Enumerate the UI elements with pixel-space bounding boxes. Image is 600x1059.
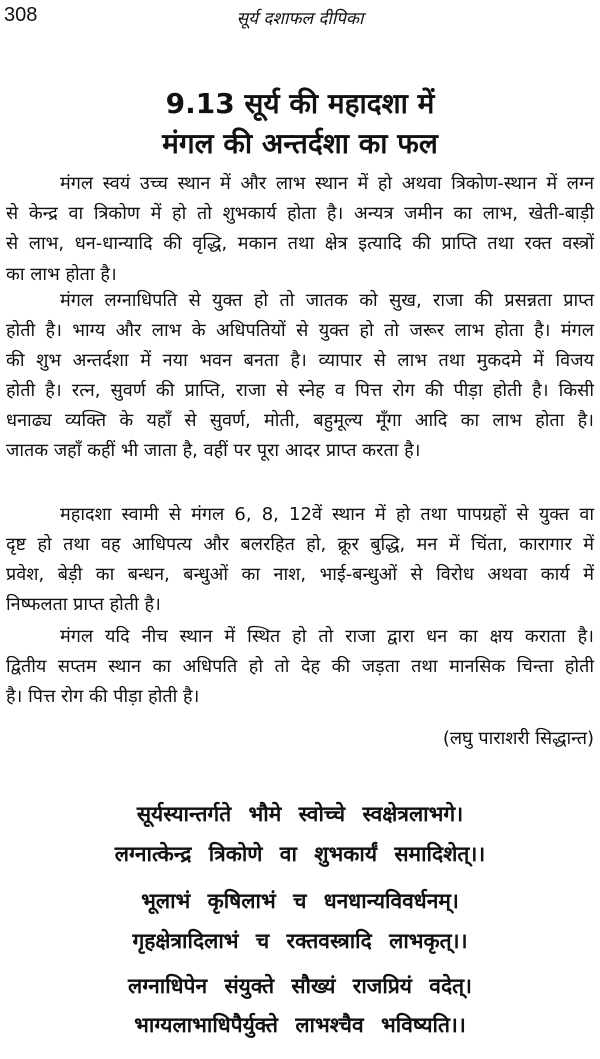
paragraph-line: द्वितीय सप्तम स्थान का अधिपति हो तो देह की जड़ता तथा मानसिक चिन्ता होती bbox=[6, 656, 594, 677]
paragraph-line: जातक जहाँ कहीं भी जाता है, वहीं पर पूरा आदर प्राप्त करता है। bbox=[6, 440, 421, 461]
paragraph-line: दृष्ट हो तथा वह आधिपत्य और बलरहित हो, क्रूर बुद्धि, मन में चिंता, कारागार में bbox=[6, 534, 594, 555]
verse-line: भाग्यलाभाधिपैर्युक्ते लाभश्चैव भविष्यति।। bbox=[134, 1013, 466, 1037]
paragraph-line: होती है। भाग्य और लाभ के अधिपतियों से युक्त हो तो जरूर लाभ होता है। मंगल bbox=[6, 320, 594, 341]
paragraph-line: होती है। रत्न, सुवर्ण की प्राप्ति, राजा से स्नेह व पित्त रोग की पीड़ा होती है। किसी bbox=[6, 380, 594, 401]
paragraph-line: निष्फलता प्राप्त होती है। bbox=[6, 594, 161, 615]
page-number: 308 bbox=[4, 4, 38, 26]
verse-line: भूलाभं कृषिलाभं च धनधान्यविवर्धनम्। bbox=[141, 889, 459, 913]
paragraph-line: मंगल लग्नाधिपति से युक्त हो तो जातक को सुख, राजा की प्रसन्नता प्राप्त bbox=[60, 290, 594, 311]
source-attribution: (लघु पाराशरी सिद्धान्त) bbox=[442, 728, 594, 749]
section-title-line-2: मंगल की अन्तर्दशा का फल bbox=[162, 127, 438, 160]
section-title-line-1: 9.13 सूर्य की महादशा में bbox=[165, 87, 435, 120]
paragraph-line: का लाभ होता है। bbox=[6, 264, 117, 285]
paragraph-line: प्रवेश, बेड़ी का बन्धन, बन्धुओं का नाश, भाई-बन्धुओं से विरोध अथवा कार्य में bbox=[6, 564, 594, 585]
paragraph-line: मंगल यदि नीच स्थान में स्थित हो तो राजा द्वारा धन का क्षय कराता है। bbox=[60, 626, 594, 647]
verse-line: लग्नाधिपेन संयुक्ते सौख्यं राजप्रियं वदेत्। bbox=[127, 974, 473, 998]
verse-line: सूर्यस्यान्तर्गते भौमे स्वोच्चे स्वक्षेत्रलाभगे। bbox=[136, 802, 464, 826]
verse-line: लग्नात्केन्द्र त्रिकोणे वा शुभकार्यं समादिशेत्।। bbox=[114, 842, 486, 866]
running-title: सूर्य दशाफल दीपिका bbox=[236, 9, 364, 29]
paragraph-line: मंगल स्वयं उच्च स्थान में और लाभ स्थान में हो अथवा त्रिकोण-स्थान में लग्न bbox=[60, 173, 594, 194]
paragraph-line: महादशा स्वामी से मंगल 6, 8, 12वें स्थान में हो तथा पापग्रहों से युक्त वा bbox=[60, 504, 594, 525]
verse-line: गृहक्षेत्रादिलाभं च रक्तवस्त्रादि लाभकृत्।। bbox=[132, 929, 468, 953]
paragraph-line: है। पित्त रोग की पीड़ा होती है। bbox=[6, 686, 200, 707]
paragraph-line: की शुभ अन्तर्दशा में नया भवन बनता है। व्यापार से लाभ तथा मुकदमे में विजय bbox=[6, 350, 594, 371]
paragraph-line: से केन्द्र वा त्रिकोण में हो तो शुभकार्य होता है। अन्यत्र जमीन का लाभ, खेती-बाड़ी bbox=[6, 203, 594, 224]
paragraph-line: धनाढ्य व्यक्ति के यहाँ से सुवर्ण, मोती, बहुमूल्य मूँगा आदि का लाभ होता है। bbox=[6, 410, 594, 431]
paragraph-line: से लाभ, धन-धान्यादि की वृद्धि, मकान तथा क्षेत्र इत्यादि की प्राप्ति तथा रक्त वस्त्रों bbox=[6, 233, 594, 254]
